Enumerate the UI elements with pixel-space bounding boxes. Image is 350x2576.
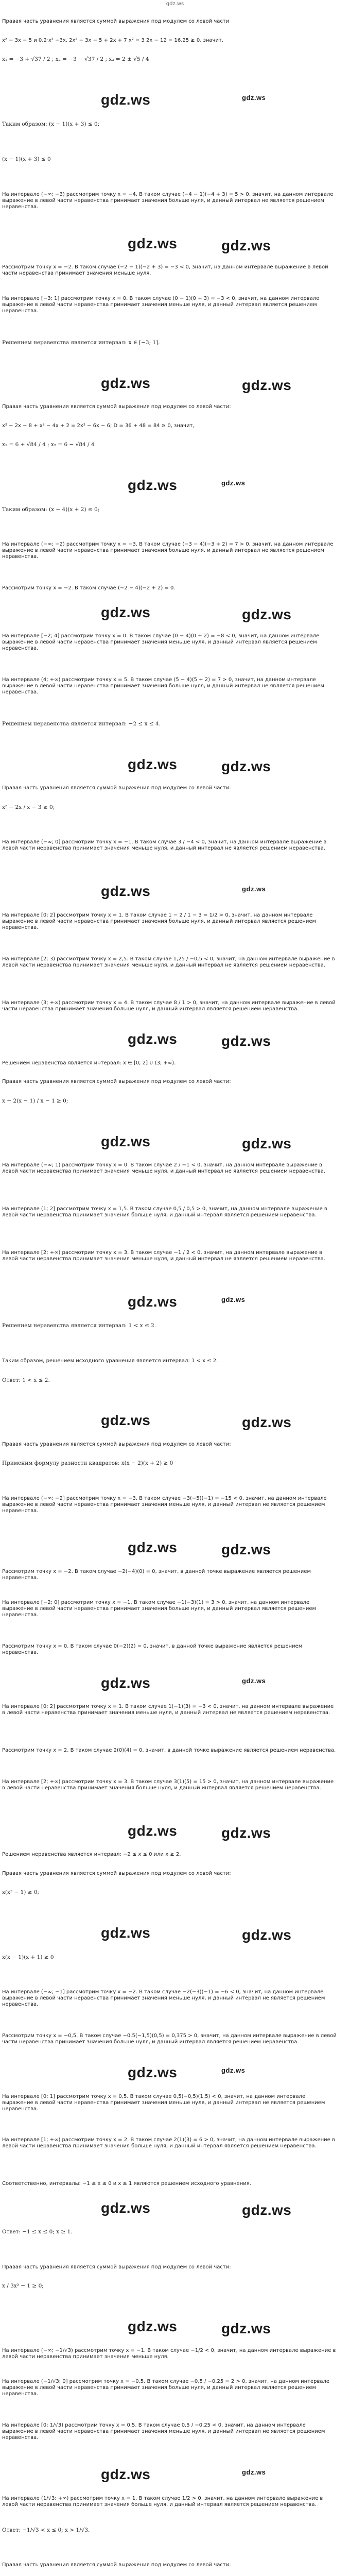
solution-paragraph: Рассмотрим точку x = 2. В таком случае 2(0)(4) = 0, значит, в данной точке выражение является решением неравенства.: [2, 1748, 336, 1753]
solution-paragraph: На интервале [0; 2] рассмотрим точку x = 1. В таком случае 1(−1)(3) = −3 < 0, значит, на данном интервале выражение в левой части неравенства принимает значения меньше нуля, и данный интервал не является решением неравенства.: [2, 1704, 334, 1716]
watermark-logo: gdz.ws: [128, 1294, 178, 1310]
solution-paragraph: Рассмотрим точку x = −2. В таком случае (−2 − 1)(−2 + 3) = −3 < 0, значит, на данном интервале выражение в левой части неравенства принимает значения меньше нуля.: [2, 264, 328, 276]
math-line: x² − 2x / x − 3 ≥ 0;: [2, 804, 55, 810]
solution-paragraph: Решением неравенства является интервал: x ∈ [0; 2] ∪ (3; +∞).: [2, 1060, 176, 1066]
watermark-logo: gdz.ws: [101, 883, 151, 899]
watermark-logo: gdz.ws: [128, 2318, 178, 2334]
math-line: Ответ: −1/√3 < x ≤ 0; x > 1/√3.: [2, 2527, 90, 2533]
solution-paragraph: Правая часть уравнения является суммой выражения под модулем со левой части:: [2, 2264, 231, 2270]
watermark-logo: gdz.ws: [128, 1823, 178, 1839]
solution-paragraph: На интервале [2; +∞) рассмотрим точку x = 3. В таком случае −1 / 2 < 0, значит, на данном интервале выражение в левой части неравенства принимает значения меньше нуля, и данный интервал не является решением неравенства.: [2, 1250, 326, 1262]
watermark-logo: gdz.ws: [221, 479, 246, 487]
watermark-logo: gdz.ws: [221, 1033, 271, 1049]
solution-paragraph: На интервале [0; 1] рассмотрим точку x = 0,5. В таком случае 0,5(−0,5)(1,5) < 0, значит, на данном интервале выражение в левой части неравенства принимает значения меньше нуля, и данный интервал не является решением неравенства.: [2, 2094, 325, 2112]
math-line: Применим формулу разности квадратов: x(x − 2)(x + 2) ≥ 0: [2, 1460, 173, 1466]
watermark-logo: gdz.ws: [221, 1541, 271, 1557]
solution-paragraph: Правая часть уравнения является суммой выражения под модулем со левой части:: [2, 404, 231, 410]
watermark-logo: gdz.ws: [242, 2202, 292, 2218]
math-line: Таким образом: (x − 4)(x + 2) ≤ 0;: [2, 506, 100, 513]
solution-paragraph: На интервале (−∞; −3) рассмотрим точку x = −4. В таком случае (−4 − 1)(−4 + 3) = 5 > 0, значит, на данном интервале выражение в левой части неравенства принимает значения больше нуля, и данный интервал не является решением неравенства.: [2, 192, 334, 210]
watermark-logo: gdz.ws: [221, 1825, 271, 1841]
math-line: Ответ: 1 < x ≤ 2.: [2, 1377, 50, 1383]
solution-paragraph: Правая часть уравнения является суммой выражения под модулем со левой части:: [2, 1079, 231, 1084]
solution-paragraph: Рассмотрим точку x = 0. В таком случае 0(−2)(2) = 0, значит, в данной точке выражение является решением неравенства.: [2, 1643, 303, 1655]
watermark-logo: gdz.ws: [221, 238, 271, 253]
solution-paragraph: На интервале [−2; 4] рассмотрим точку x = 0. В таком случае (0 − 4)(0 + 2) = −8 < 0, значит, на данном интервале выражение в левой части неравенства принимает значения меньше нуля, и данный интервал является решением неравенства.: [2, 633, 320, 651]
watermark-logo: gdz.ws: [242, 1677, 266, 1685]
solution-paragraph: На интервале (−∞; −1/√3) рассмотрим точку x = −1. В таком случае −1/2 < 0, значит, на данном интервале выражение в левой части неравенства принимает значения меньше нуля.: [2, 2348, 336, 2360]
watermark-logo: gdz.ws: [242, 1927, 292, 1943]
solution-paragraph: Правая часть уравнения является суммой выражения под модулем со левой части:: [2, 785, 231, 791]
watermark-logo: gdz.ws: [101, 2200, 151, 2216]
solution-paragraph: Правая часть уравнения является суммой выражения под модулем со левой части:: [2, 1871, 231, 1876]
math-line: Решением неравенства является интервал: 1 < x ≤ 2.: [2, 1323, 156, 1329]
watermark-logo: gdz.ws: [128, 477, 178, 493]
solution-paragraph: На интервале (−∞; −1] рассмотрим точку x = −2. В таком случае −2(−3)(−1) = −6 < 0, значит, на данном интервале выражение в левой части неравенства принимает значения меньше нуля, и данный интервал не является решением неравенства.: [2, 1989, 325, 2007]
math-line: Ответ: −1 ≤ x ≤ 0; x ≥ 1.: [2, 2229, 73, 2235]
solution-paragraph: На интервале (−∞; −2) рассмотрим точку x = −3. В таком случае (−3 − 4)(−3 + 2) = 7 > 0, значит, на данном интервале выражение в левой части неравенства принимает значения больше нуля, и данный интервал не является решением неравенства.: [2, 541, 334, 560]
solution-paragraph: Рассмотрим точку x = −2. В таком случае −2(−4)(0) = 0, значит, в данной точке выражение является решением неравенства.: [2, 1569, 311, 1581]
solution-paragraph: На интервале (3; +∞) рассмотрим точку x = 4. В таком случае 8 / 1 > 0, значит, на данном интервале выражение в левой части неравенства принимает значения больше нуля, и данный интервал является решением неравенства.: [2, 1000, 336, 1012]
math-line: x(x − 1)(x + 1) ≥ 0: [2, 1954, 54, 1960]
site-header[interactable]: gdz.ws: [166, 1, 184, 7]
solution-paragraph: На интервале [2; 3) рассмотрим точку x = 2,5. В таком случае 1,25 / −0,5 < 0, значит, на данном интервале выражение в левой части неравенства принимает значения меньше нуля, и данный интервал не является решением неравенства.: [2, 956, 335, 968]
math-line: x(x² − 1) ≥ 0;: [2, 1889, 40, 1895]
watermark-logo: gdz.ws: [101, 375, 151, 391]
solution-paragraph: На интервале (−∞; 0] рассмотрим точку x = −1. В таком случае 3 / −4 < 0, значит, на данном интервале выражение в левой части неравенства принимает значения меньше нуля, и данный интервал не является решением неравенства.: [2, 839, 327, 851]
watermark-logo: gdz.ws: [242, 377, 292, 393]
solution-paragraph: На интервале [−2; 0] рассмотрим точку x = −1. В таком случае −1(−3)(1) = 3 > 0, значит, на данном интервале выражение в левой части неравенства принимает значения больше нуля, и данный интервал является решением неравенства.: [2, 1600, 317, 1618]
math-line: x / 3x² − 1 ≥ 0;: [2, 2283, 44, 2289]
math-line: x − 2(x − 1) / x − 1 ≥ 0;: [2, 1098, 68, 1104]
solution-paragraph: Рассмотрим точку x = −0,5. В таком случае −0,5(−1,5)(0,5) = 0,375 > 0, значит, на данном интервале выражение в левой части неравенства принимает значения больше нуля, и данный интервал является решением неравенства.: [2, 2033, 337, 2045]
math-line: Решением неравенства является интервал: −2 ≤ x ≤ 4.: [2, 721, 161, 727]
solution-paragraph: На интервале [0; 1/√3) рассмотрим точку x = 0,5. В таком случае 0,5 / −0,25 < 0, значит, на данном интервале выражение в левой части неравенства принимает значения меньше нуля, и данный интервал не является решением неравенства.: [2, 2422, 325, 2441]
solution-paragraph: Соответственно, интервалы: −1 ≤ x ≤ 0 и x ≥ 1 являются решением исходного уравнения.: [2, 2181, 251, 2187]
watermark-logo: gdz.ws: [101, 2466, 151, 2482]
watermark-logo: gdz.ws: [221, 1296, 246, 1303]
watermark-logo: gdz.ws: [221, 2320, 271, 2336]
watermark-logo: gdz.ws: [242, 885, 266, 893]
solution-paragraph: На интервале [0; 2] рассмотрим точку x = 1. В таком случае 1 − 2 / 1 − 3 = 1/2 > 0, значит, на данном интервале выражение в левой части неравенства принимает значения больше нуля, и данный интервал является решением неравенства.: [2, 912, 317, 930]
solution-paragraph: На интервале [−3; 1] рассмотрим точку x = 0. В таком случае (0 − 1)(0 + 3) = −3 < 0, значит, на данном интервале выражение в левой части неравенства принимает значения меньше нуля, и данный интервал является решением неравенства.: [2, 296, 320, 314]
watermark-logo: gdz.ws: [101, 92, 151, 108]
watermark-logo: gdz.ws: [101, 1925, 151, 1941]
watermark-logo: gdz.ws: [128, 1539, 178, 1555]
solution-paragraph: На интервале [2; +∞) рассмотрим точку x = 3. В таком случае 3(1)(5) = 15 > 0, значит, на данном интервале выражение в левой части неравенства принимает значения больше нуля, и данный интервал является решением неравенства.: [2, 1779, 334, 1791]
math-line: x₁ = 6 + √84 / 4 ; x₂ = 6 − √84 / 4: [2, 442, 95, 448]
solution-paragraph: На интервале (−∞; 1) рассмотрим точку x = 0. В таком случае 2 / −1 < 0, значит, на данном интервале выражение в левой части неравенства принимает значения меньше нуля, и данный интервал не является решением неравенства.: [2, 1162, 326, 1174]
solution-paragraph: Таким образом, решением исходного уравнения является интервал: 1 < x ≤ 2.: [2, 1358, 218, 1364]
solution-paragraph: На интервале [1; +∞) рассмотрим точку x = 2. В таком случае 2(1)(3) = 6 > 0, значит, на данном интервале выражение в левой части неравенства принимает значения больше нуля, и данный интервал является решением неравенства.: [2, 2137, 335, 2149]
watermark-logo: gdz.ws: [221, 758, 271, 774]
watermark-logo: gdz.ws: [242, 2468, 266, 2476]
watermark-logo: gdz.ws: [101, 1133, 151, 1149]
solution-paragraph: Рассмотрим точку x = −2. В таком случае (−2 − 4)(−2 + 2) = 0.: [2, 585, 176, 591]
watermark-logo: gdz.ws: [242, 1414, 292, 1430]
solution-paragraph: Решением неравенства является интервал: −2 ≤ x ≤ 0 или x ≥ 2.: [2, 1852, 181, 1857]
watermark-logo: gdz.ws: [128, 1031, 178, 1047]
math-line: x₁ = −3 + √37 / 2 ; x₂ = −3 − √37 / 2 ; x₃ = 2 ± √5 / 4: [2, 56, 149, 62]
solution-paragraph: x² − 3x − 5 и 0,2·x² −3x. 2x² − 3x − 5 + 2x + 7 x² = 3 2x − 12 = 16,25 ≥ 0, значит,: [2, 38, 223, 43]
watermark-logo: gdz.ws: [221, 2066, 246, 2074]
math-line: Таким образом: (x − 1)(x + 3) ≤ 0;: [2, 121, 100, 127]
watermark-logo: gdz.ws: [101, 1675, 151, 1691]
solution-paragraph: На интервале (1; 2] рассмотрим точку x = 1,5. В таком случае 0,5 / 0,5 > 0, значит, на данном интервале выражение в левой части неравенства принимает значения больше нуля, и данный интервал является решением неравенства.: [2, 1206, 327, 1218]
solution-paragraph: Правая часть уравнения является суммой выражения под модулем со левой части: [2, 19, 230, 24]
solution-paragraph: На интервале (1/√3; +∞) рассмотрим точку x = 1. В таком случае 1/2 > 0, значит, на данном интервале выражение в левой части неравенства принимает значения больше нуля, и данный интервал является решением неравенства.: [2, 2496, 323, 2507]
watermark-logo: gdz.ws: [101, 1412, 151, 1428]
solution-paragraph: На интервале (−1/√3; 0] рассмотрим точку x = −0,5. В таком случае −0,5 / −0,25 = 2 > 0, значит, на данном интервале выражение в левой части неравенства принимает значения больше нуля, и данный интервал является решением неравенства.: [2, 2379, 330, 2397]
solution-paragraph: Правая часть уравнения является суммой выражения под модулем со левой части:: [2, 1442, 231, 1447]
watermark-logo: gdz.ws: [101, 604, 151, 620]
solution-paragraph: x² − 2x − 8 + x² − 4x + 2 = 2x² − 6x − 6; D = 36 + 48 = 84 ≥ 0, значит,: [2, 423, 195, 429]
watermark-logo: gdz.ws: [128, 235, 178, 251]
watermark-logo: gdz.ws: [242, 606, 292, 622]
watermark-logo: gdz.ws: [128, 756, 178, 772]
solution-paragraph: Правая часть уравнения является суммой выражения под модулем со левой части:: [2, 2562, 231, 2568]
solution-paragraph: На интервале (4; +∞) рассмотрим точку x = 5. В таком случае (5 − 4)(5 + 2) = 7 > 0, значит, на данном интервале выражение в левой части неравенства принимает значения больше нуля, и данный интервал не является решением неравенства.: [2, 677, 324, 695]
solution-paragraph: На интервале (−∞; −2] рассмотрим точку x = −3. В таком случае −3(−5)(−1) = −15 < 0, значит, на данном интервале выражение в левой части неравенства принимает значения меньше нуля, и данный интервал не является решением неравенства.: [2, 1496, 327, 1514]
watermark-logo: gdz.ws: [242, 94, 266, 101]
watermark-logo: gdz.ws: [128, 2064, 178, 2080]
watermark-logo: gdz.ws: [242, 1136, 292, 1151]
math-line: Решением неравенства является интервал: x ∈ [−3; 1].: [2, 340, 160, 346]
math-line: (x − 1)(x + 3) ≤ 0: [2, 156, 51, 162]
